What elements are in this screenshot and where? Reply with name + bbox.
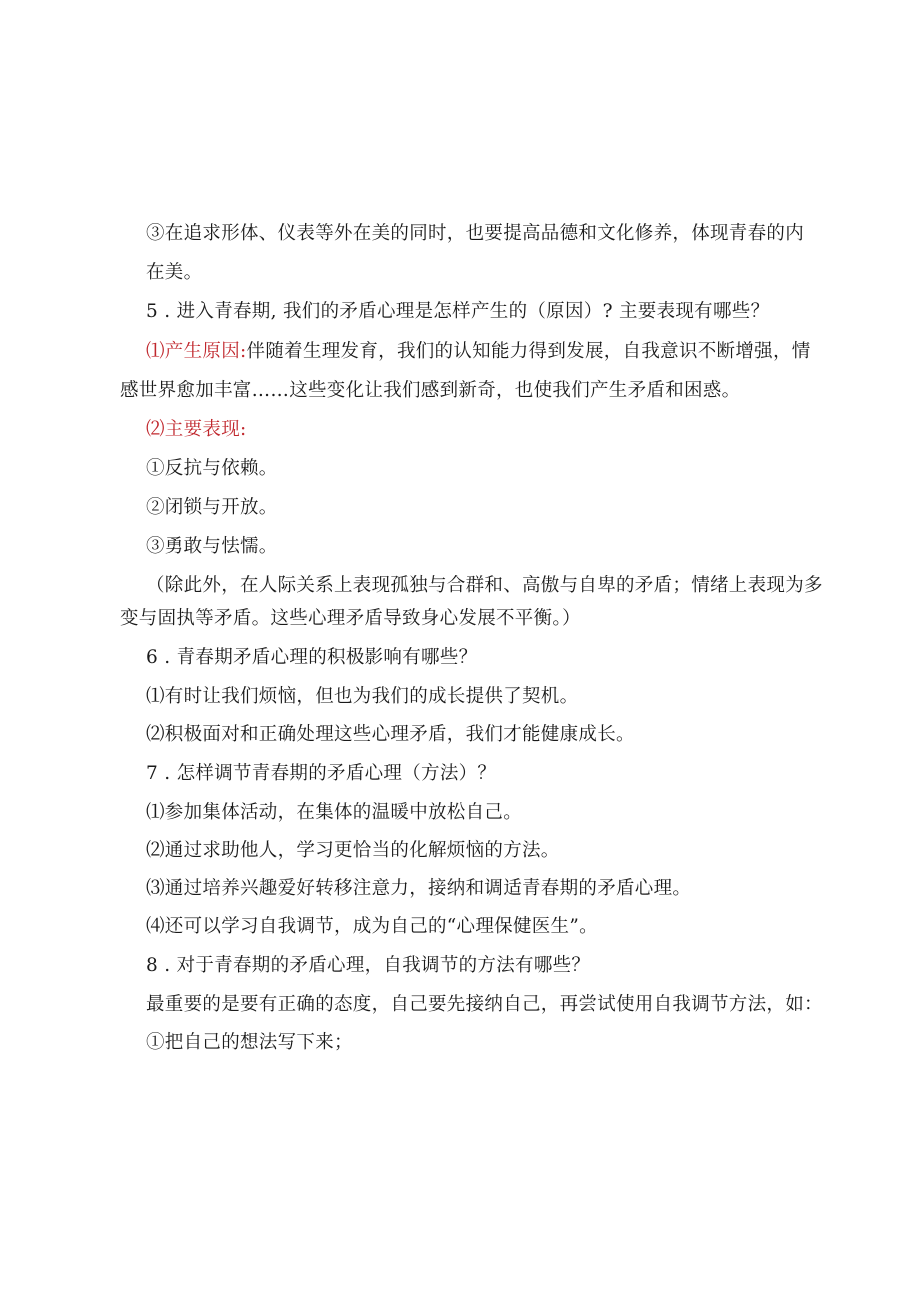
list-item: ①反抗与依赖。 <box>146 458 278 479</box>
cause-line <box>146 339 811 365</box>
cause-text: 伴随着生理发育，我们的认知能力得到发展，自我意识不断增强，情 <box>246 341 811 362</box>
cause-label: ⑴产生原因: <box>146 341 247 362</box>
paragraph-line: 感世界愈加丰富……这些变化让我们感到新奇，也使我们产生矛盾和困惑。 <box>120 380 741 401</box>
list-item: ⑵积极面对和正确处理这些心理矛盾，我们才能健康成长。 <box>146 724 635 745</box>
note-line: 变与固执等矛盾。这些心理矛盾导致身心发展不平衡。） <box>120 608 581 629</box>
question-6-heading: 6 . 青春期矛盾心理的积极影响有哪些？ <box>146 647 478 668</box>
list-item: ⑶通过培养兴趣爱好转移注意力，接纳和调适青春期的矛盾心理。 <box>146 878 692 899</box>
paragraph-line: ③在追求形体、仪表等外在美的同时，也要提高品德和文化修养，体现青春的内 <box>146 223 805 244</box>
paragraph-line: 最重要的是要有正确的态度，自己要先接纳自己，再尝试使用自我调节方法，如： <box>146 994 823 1015</box>
paragraph-line: 在美。 <box>146 262 203 283</box>
list-item: ⑷还可以学习自我调节，成为自己的“心理保健医生”。 <box>146 916 598 937</box>
list-item: ⑴参加集体活动，在集体的温暖中放松自己。 <box>146 802 523 823</box>
list-item: ⑵通过求助他人，学习更恰当的化解烦恼的方法。 <box>146 840 560 861</box>
question-5-heading: 5 . 进入青春期, 我们的矛盾心理是怎样产生的（原因）? 主要表现有哪些？ <box>146 301 770 322</box>
question-8-heading: 8 . 对于青春期的矛盾心理，自我调节的方法有哪些？ <box>146 955 591 976</box>
main-expression-label: ⑵主要表现: <box>146 419 247 440</box>
list-item: ①把自己的想法写下来； <box>146 1032 353 1053</box>
list-item: ②闭锁与开放。 <box>146 497 278 518</box>
list-item: ③勇敢与怯懦。 <box>146 536 278 557</box>
list-item: ⑴有时让我们烦恼，但也为我们的成长提供了契机。 <box>146 686 579 707</box>
note-line: （除此外，在人际关系上表现孤独与合群和、高傲与自卑的矛盾；情绪上表现为多 <box>146 575 823 596</box>
question-7-heading: 7 . 怎样调节青春期的矛盾心理（方法）？ <box>146 763 497 784</box>
